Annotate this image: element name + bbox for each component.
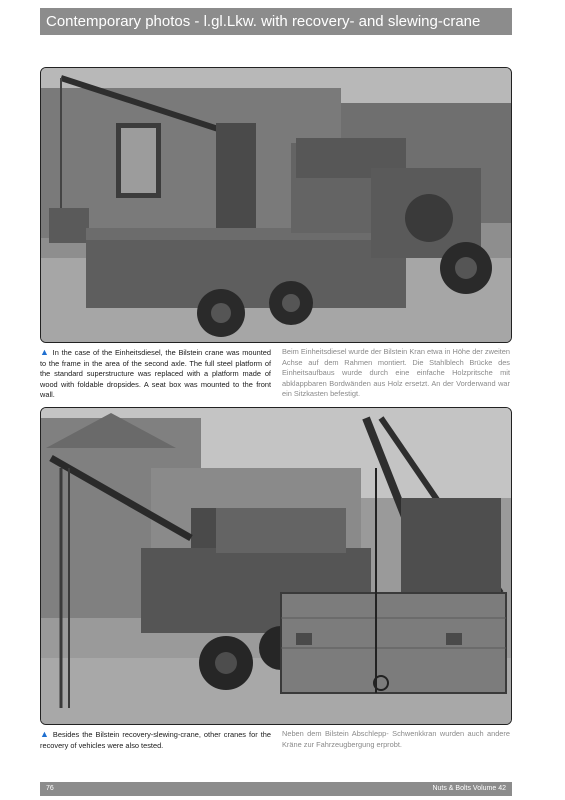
blue-triangle-icon: ▲: [40, 729, 50, 739]
photo2-caption-german: Neben dem Bilstein Abschlepp- Schwenkkran wurden auch andere Kräne zur Fahrzeugbergung erprobt.: [282, 729, 510, 749]
page-title-bar: [40, 8, 512, 35]
photo2-caption-english: [40, 729, 271, 751]
page-footer: [40, 782, 512, 796]
photo2-caption-english-text: Besides the Bilstein recovery-slewing-crane, other cranes for the recovery of vehicles were also tested.: [40, 730, 271, 750]
blue-triangle-icon: ▲: [40, 347, 50, 357]
page-number: 76: [46, 785, 54, 792]
photo-recovery-crane-truck: [40, 67, 512, 343]
photo-recovery-slewing-crane: [40, 407, 512, 725]
photo1-caption-english-text: In the case of the Einheitsdiesel, the Bilstein crane was mounted to the frame in the area of the second axle. The full steel platform of the standard superstructure was replaced with a platform made of wood with foldable dropsides. A seat box was mounted to the front wall.: [40, 348, 271, 400]
photo1-caption-german: Beim Einheitsdiesel wurde der Bilstein Kran etwa in Höhe der zweiten Achse auf dem Rahmen montiert. Die Stahlblech Brücke des Einheitsaufbaus wurde durch eine einfache Holzpritsche mit abklappbaren Bordwänden aus Holz ersetzt. An der Vorderwand war ein Sitzkasten befestigt.: [282, 347, 510, 399]
series-volume: Nuts & Bolts Volume 42: [432, 785, 506, 792]
page-title: Contemporary photos - l.gl.Lkw. with recovery- and slewing-crane: [46, 13, 481, 30]
photo1-caption-english: [40, 347, 271, 401]
